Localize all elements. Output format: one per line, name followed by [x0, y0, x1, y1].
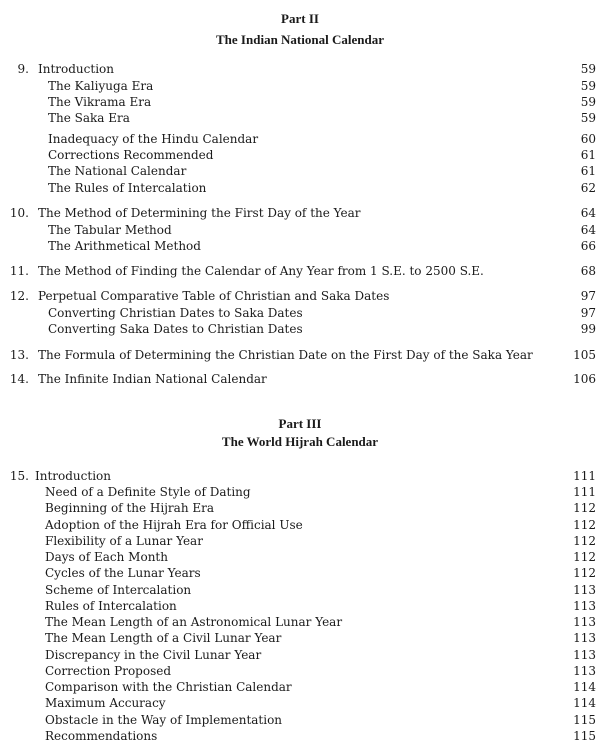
toc-section-entry: [0, 549, 600, 565]
part3-label: Part III: [278, 416, 322, 431]
toc-section-entry: [0, 598, 600, 614]
toc-chapter-entry: [0, 371, 600, 387]
toc-section-entry: [0, 695, 600, 711]
toc-section-entry: [0, 163, 600, 179]
page-number: 113: [573, 615, 596, 629]
section-title: Converting Christian Dates to Saka Dates: [48, 306, 303, 320]
section-title: The Mean Length of a Civil Lunar Year: [45, 631, 282, 645]
toc-section-entry: [0, 110, 600, 126]
section-title: Rules of Intercalation: [45, 599, 177, 613]
chapter-title: The Method of Finding the Calendar of Any Year from 1 S.E. to 2500 S.E.: [38, 264, 484, 278]
part2-label: Part II: [281, 11, 319, 26]
page-number: 112: [573, 534, 596, 548]
page-number: 115: [573, 729, 596, 743]
page-number: 113: [573, 583, 596, 597]
toc-section-entry: [0, 238, 600, 254]
chapter-number: 9.: [17, 62, 29, 76]
part3-title: The World Hijrah Calendar: [221, 434, 379, 449]
page-number: 61: [580, 148, 596, 162]
toc-section-entry: [0, 679, 600, 695]
section-title: The Kaliyuga Era: [48, 79, 154, 93]
section-title: Cycles of the Lunar Years: [45, 566, 201, 580]
toc-section-entry: [0, 180, 600, 196]
section-title: The Tabular Method: [48, 223, 172, 237]
section-title: Correction Proposed: [45, 664, 172, 678]
chapter-title: Introduction: [35, 469, 111, 483]
toc-section-entry: [0, 614, 600, 630]
page-number: 62: [580, 181, 596, 195]
page-number: 113: [573, 664, 596, 678]
chapter-number: 12.: [9, 289, 29, 303]
toc-section-entry: [0, 305, 600, 321]
toc-section-entry: [0, 712, 600, 728]
section-title: Comparison with the Christian Calendar: [45, 680, 292, 694]
toc-section-entry: [0, 647, 600, 663]
chapter-number: 11.: [9, 264, 29, 278]
toc-section-entry: [0, 131, 600, 147]
section-title: Corrections Recommended: [48, 148, 214, 162]
toc-section-entry: [0, 78, 600, 94]
page-number: 113: [573, 599, 596, 613]
section-title: Maximum Accuracy: [45, 696, 166, 710]
toc-section-entry: [0, 147, 600, 163]
section-title: Need of a Definite Style of Dating: [45, 485, 251, 499]
page-number: 112: [573, 550, 596, 564]
page-number: 59: [580, 111, 596, 125]
toc-section-entry: [0, 517, 600, 533]
page-number: 64: [580, 206, 596, 220]
toc-chapter-entry: [0, 347, 600, 363]
toc-section-entry: [0, 94, 600, 110]
toc-section-entry: [0, 222, 600, 238]
section-title: The Mean Length of an Astronomical Lunar Year: [45, 615, 343, 629]
chapter-title: The Method of Determining the First Day of the Year: [38, 206, 361, 220]
toc-section-entry: [0, 500, 600, 516]
section-title: Inadequacy of the Hindu Calendar: [48, 132, 259, 146]
page-number: 113: [573, 648, 596, 662]
page-number: 105: [573, 348, 596, 362]
page-number: 97: [580, 306, 596, 320]
toc-section-entry: [0, 582, 600, 598]
section-title: The Rules of Intercalation: [48, 181, 207, 195]
section-title: The Saka Era: [48, 111, 130, 125]
toc-section-entry: [0, 533, 600, 549]
section-title: The National Calendar: [48, 164, 187, 178]
section-title: Flexibility of a Lunar Year: [45, 534, 203, 548]
page-number: 60: [580, 132, 596, 146]
toc-section-entry: [0, 565, 600, 581]
toc-section-entry: [0, 728, 600, 744]
toc-section-entry: [0, 484, 600, 500]
page-number: 64: [580, 223, 596, 237]
section-title: Converting Saka Dates to Christian Dates: [48, 322, 303, 336]
page-number: 97: [580, 289, 596, 303]
toc-chapter-entry: [0, 288, 600, 304]
section-title: Beginning of the Hijrah Era: [45, 501, 215, 515]
section-title: The Vikrama Era: [48, 95, 152, 109]
page-number: 59: [580, 95, 596, 109]
toc-section-entry: [0, 630, 600, 646]
page-number: 112: [573, 518, 596, 532]
section-title: Recommendations: [45, 729, 158, 743]
page-number: 111: [573, 469, 596, 483]
page-number: 115: [573, 713, 596, 727]
page-number: 59: [580, 62, 596, 76]
section-title: Adoption of the Hijrah Era for Official Use: [45, 518, 303, 532]
toc-chapter-entry: [0, 263, 600, 279]
chapter-title: Introduction: [38, 62, 114, 76]
toc-section-entry: [0, 321, 600, 337]
toc-chapter-entry: [0, 468, 600, 484]
page-number: 113: [573, 631, 596, 645]
chapter-title: Perpetual Comparative Table of Christian and Saka Dates: [38, 289, 390, 303]
chapter-number: 13.: [9, 348, 29, 362]
chapter-number: 15.: [9, 469, 29, 483]
toc-chapter-entry: [0, 205, 600, 221]
page-number: 111: [573, 485, 596, 499]
chapter-number: 10.: [9, 206, 29, 220]
chapter-title: The Infinite Indian National Calendar: [38, 372, 267, 386]
chapter-number: 14.: [9, 372, 29, 386]
page-number: 112: [573, 501, 596, 515]
chapter-title: The Formula of Determining the Christian Date on the First Day of the Saka Year: [38, 348, 533, 362]
section-title: Days of Each Month: [45, 550, 168, 564]
page-number: 106: [573, 372, 596, 386]
section-title: Obstacle in the Way of Implementation: [45, 713, 283, 727]
page-number: 61: [580, 164, 596, 178]
page-number: 114: [573, 696, 596, 710]
page-number: 66: [580, 239, 596, 253]
section-title: The Arithmetical Method: [48, 239, 201, 253]
page-number: 114: [573, 680, 596, 694]
page-number: 59: [580, 79, 596, 93]
toc-chapter-entry: [0, 61, 600, 77]
page-number: 112: [573, 566, 596, 580]
part2-title: The Indian National Calendar: [216, 32, 384, 47]
section-title: Scheme of Intercalation: [45, 583, 192, 597]
page-number: 99: [580, 322, 596, 336]
toc-section-entry: [0, 663, 600, 679]
page-number: 68: [580, 264, 596, 278]
section-title: Discrepancy in the Civil Lunar Year: [45, 648, 262, 662]
